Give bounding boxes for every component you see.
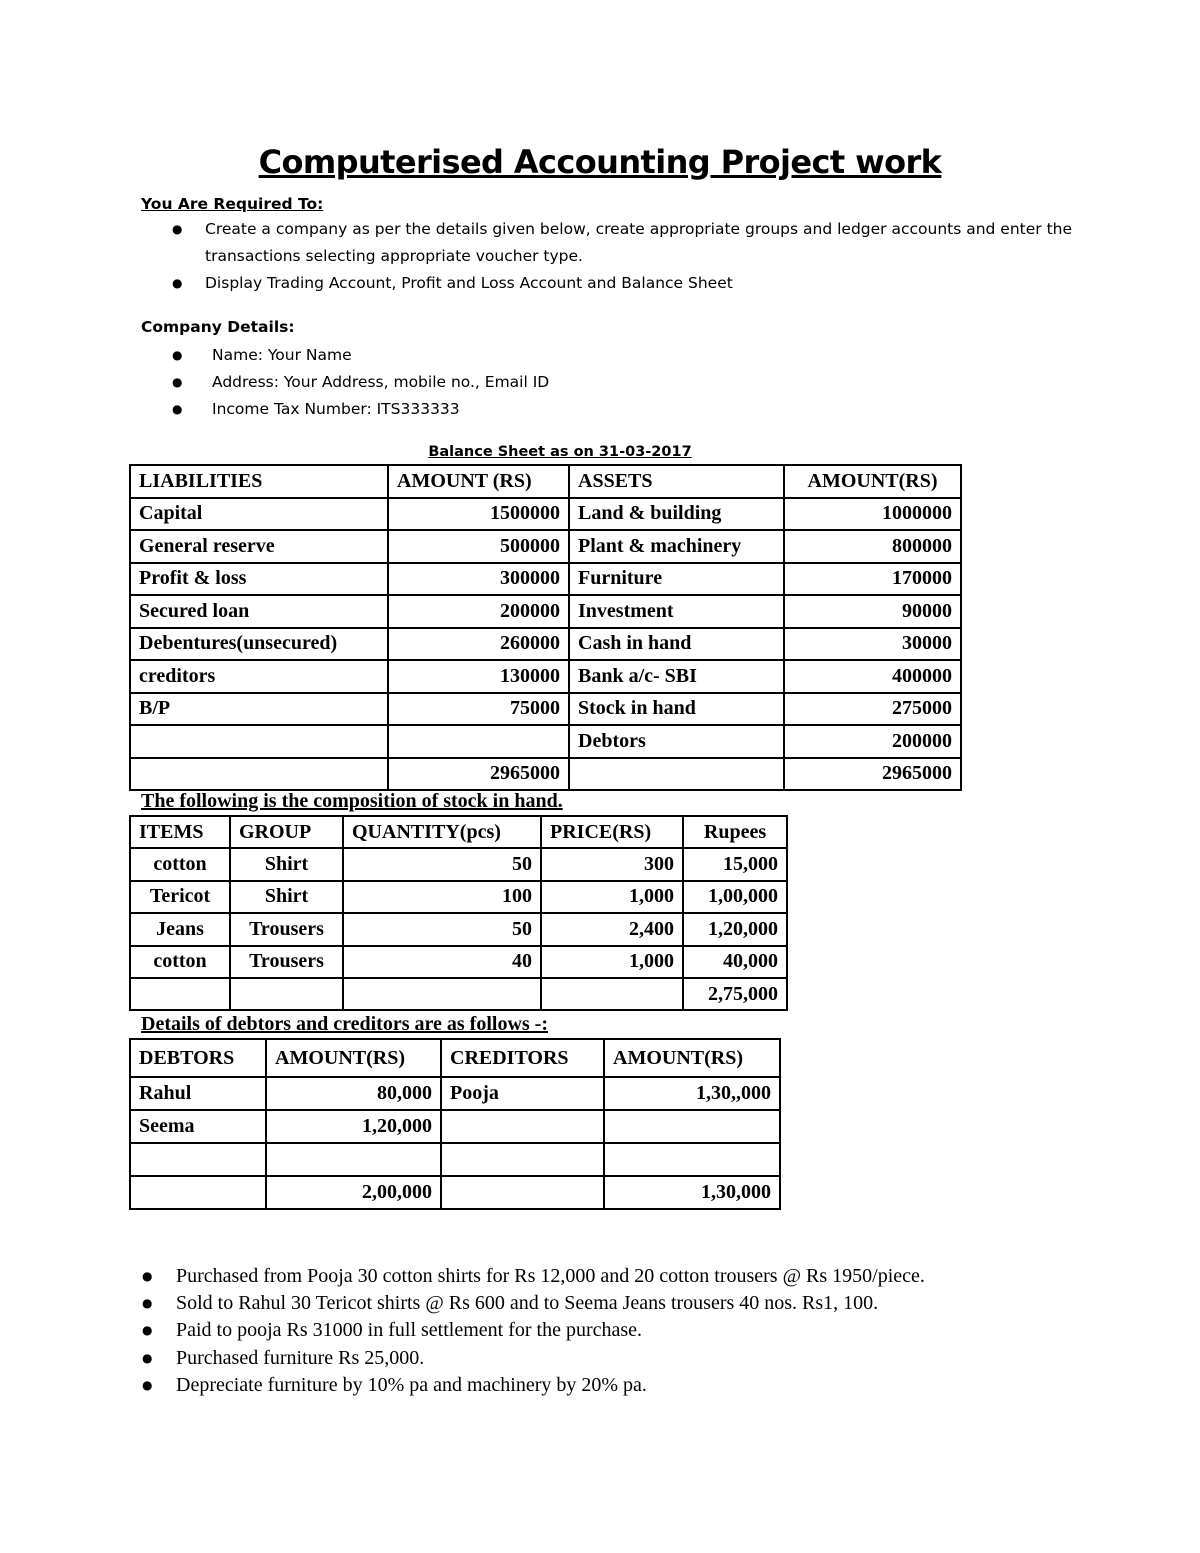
table-cell: 2965000 (388, 758, 569, 791)
bullet-icon: ● (172, 222, 183, 236)
table-cell: 1,00,000 (683, 881, 787, 913)
page-title: Computerised Accounting Project work (258, 143, 942, 181)
table-cell: 1500000 (388, 498, 569, 531)
table-cell: 30000 (784, 628, 961, 661)
debtors-creditors-caption: Details of debtors and creditors are as follows -: (141, 1013, 548, 1035)
table-cell: Seema (130, 1110, 266, 1143)
bullet-icon: ● (172, 276, 183, 290)
table-header-cell: AMOUNT (RS) (388, 465, 569, 498)
table-row (130, 1110, 780, 1143)
stock-table (129, 815, 788, 1011)
list-item: ● Address: Your Address, mobile no., Email ID (212, 369, 812, 396)
table-cell: 15,000 (683, 848, 787, 880)
table-cell (130, 725, 388, 758)
table-cell: 50 (343, 913, 541, 945)
table-header-cell: QUANTITY(pcs) (343, 816, 541, 848)
table-row (130, 563, 961, 596)
table-row (130, 628, 961, 661)
table-cell: Plant & machinery (569, 530, 784, 563)
table-cell: Debtors (569, 725, 784, 758)
balance-sheet-table (129, 464, 962, 791)
table-cell: 1000000 (784, 498, 961, 531)
bullet-icon: ● (172, 402, 183, 416)
table-cell (441, 1110, 604, 1143)
list-item: ● Paid to pooja Rs 31000 in full settlement for the purchase. (176, 1317, 1126, 1344)
table-row (130, 595, 961, 628)
table-header-cell: PRICE(RS) (541, 816, 683, 848)
table-row (130, 530, 961, 563)
table-header-cell: ITEMS (130, 816, 230, 848)
table-row (130, 881, 787, 913)
bullet-icon: ● (172, 375, 183, 389)
table-cell: creditors (130, 660, 388, 693)
list-item: ● Display Trading Account, Profit and Loss Account and Balance Sheet (205, 270, 1075, 297)
table-cell: 80,000 (266, 1077, 441, 1110)
table-cell (130, 978, 230, 1010)
table-cell: 1,20,000 (266, 1110, 441, 1143)
table-total-row (130, 758, 961, 791)
table-cell: 275000 (784, 693, 961, 726)
table-cell: Stock in hand (569, 693, 784, 726)
table-cell: 2,400 (541, 913, 683, 945)
stock-caption: The following is the composition of stock in hand. (141, 790, 563, 812)
table-cell: 1,30,,000 (604, 1077, 780, 1110)
table-header-cell: DEBTORS (130, 1039, 266, 1077)
table-cell: 1,20,000 (683, 913, 787, 945)
transactions-list (142, 1263, 1126, 1399)
table-total-row (130, 1176, 780, 1209)
bullet-icon: ● (142, 1269, 153, 1283)
table-row (130, 848, 787, 880)
bullet-icon: ● (142, 1296, 153, 1311)
table-cell (388, 725, 569, 758)
table-cell (130, 1143, 266, 1176)
table-cell (604, 1110, 780, 1143)
table-cell: 260000 (388, 628, 569, 661)
table-cell: 1,000 (541, 881, 683, 913)
table-row (130, 913, 787, 945)
table-cell: Cash in hand (569, 628, 784, 661)
table-cell (541, 978, 683, 1010)
table-cell: Shirt (230, 848, 343, 880)
table-header-cell: AMOUNT(RS) (604, 1039, 780, 1077)
table-cell: Debentures(unsecured) (130, 628, 388, 661)
table-total-row (130, 978, 787, 1010)
table-cell (343, 978, 541, 1010)
table-cell: Capital (130, 498, 388, 531)
debtors-creditors-table (129, 1038, 781, 1210)
table-cell: 2,00,000 (266, 1176, 441, 1209)
table-cell: Bank a/c- SBI (569, 660, 784, 693)
list-item: ● Name: Your Name (212, 342, 812, 369)
table-header-cell: Rupees (683, 816, 787, 848)
table-cell: Profit & loss (130, 563, 388, 596)
table-cell: 400000 (784, 660, 961, 693)
table-cell: Investment (569, 595, 784, 628)
table-cell: Tericot (130, 881, 230, 913)
table-cell: 2,75,000 (683, 978, 787, 1010)
table-cell (266, 1143, 441, 1176)
table-cell: 1,000 (541, 946, 683, 978)
table-row (130, 693, 961, 726)
table-cell: 75000 (388, 693, 569, 726)
table-row (130, 1143, 780, 1176)
table-cell: 100 (343, 881, 541, 913)
table-cell: General reserve (130, 530, 388, 563)
table-cell: 500000 (388, 530, 569, 563)
list-item: ● Purchased from Pooja 30 cotton shirts for Rs 12,000 and 20 cotton trousers @ Rs 1950/piece. (176, 1263, 1126, 1290)
table-cell (604, 1143, 780, 1176)
table-header-cell: ASSETS (569, 465, 784, 498)
requirements-heading: You Are Required To: (141, 195, 324, 213)
table-cell: Secured loan (130, 595, 388, 628)
table-header-cell: GROUP (230, 816, 343, 848)
table-row (130, 725, 961, 758)
table-header-cell: CREDITORS (441, 1039, 604, 1077)
table-cell: 1,30,000 (604, 1176, 780, 1209)
table-cell: 170000 (784, 563, 961, 596)
table-header-cell: LIABILITIES (130, 465, 388, 498)
list-item: ● Create a company as per the details given below, create appropriate groups and ledger accounts and enter the transactions selecting appropriate voucher type. (205, 216, 1075, 270)
list-item: ● Depreciate furniture by 10% pa and machinery by 20% pa. (176, 1372, 1126, 1399)
table-cell: 300000 (388, 563, 569, 596)
bullet-icon: ● (142, 1323, 153, 1338)
bullet-icon: ● (172, 348, 183, 362)
table-cell: Rahul (130, 1077, 266, 1110)
table-cell: 200000 (784, 725, 961, 758)
table-cell: cotton (130, 946, 230, 978)
table-header-cell: AMOUNT(RS) (266, 1039, 441, 1077)
table-cell: Furniture (569, 563, 784, 596)
bullet-icon: ● (142, 1377, 153, 1392)
table-cell (441, 1176, 604, 1209)
table-cell: 200000 (388, 595, 569, 628)
table-row (130, 660, 961, 693)
table-cell: Trousers (230, 913, 343, 945)
bullet-icon: ● (142, 1350, 153, 1365)
table-cell (230, 978, 343, 1010)
table-cell (441, 1143, 604, 1176)
table-cell: 90000 (784, 595, 961, 628)
table-cell: B/P (130, 693, 388, 726)
list-item: ● Income Tax Number: ITS333333 (212, 396, 812, 423)
table-row (130, 946, 787, 978)
table-cell: Pooja (441, 1077, 604, 1110)
table-header-row (130, 1039, 780, 1077)
table-header-row (130, 465, 961, 498)
table-cell (130, 758, 388, 791)
table-cell: 2965000 (784, 758, 961, 791)
table-cell: 800000 (784, 530, 961, 563)
balance-sheet-caption: Balance Sheet as on 31-03-2017 (428, 444, 692, 460)
table-header-row (130, 816, 787, 848)
table-cell: 40,000 (683, 946, 787, 978)
table-cell: cotton (130, 848, 230, 880)
table-cell: 50 (343, 848, 541, 880)
table-row (130, 498, 961, 531)
table-cell (130, 1176, 266, 1209)
company-details-heading: Company Details: (141, 318, 295, 336)
table-cell: 130000 (388, 660, 569, 693)
table-cell: Land & building (569, 498, 784, 531)
table-cell: Jeans (130, 913, 230, 945)
table-cell: Trousers (230, 946, 343, 978)
table-header-cell: AMOUNT(RS) (784, 465, 961, 498)
table-cell: 40 (343, 946, 541, 978)
table-cell (569, 758, 784, 791)
list-item: ● Sold to Rahul 30 Tericot shirts @ Rs 600 and to Seema Jeans trousers 40 nos. Rs1, 100. (176, 1290, 1126, 1317)
company-details-list (172, 342, 812, 423)
table-cell: Shirt (230, 881, 343, 913)
table-row (130, 1077, 780, 1110)
table-cell: 300 (541, 848, 683, 880)
requirements-list (172, 216, 1075, 297)
list-item: ● Purchased furniture Rs 25,000. (176, 1345, 1126, 1372)
